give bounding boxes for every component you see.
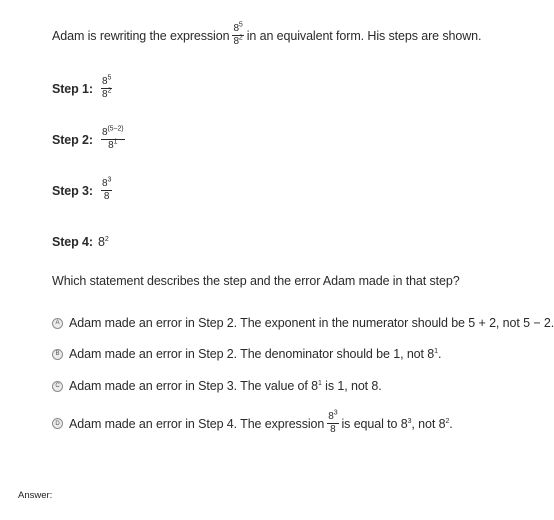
step-4-base: 8 <box>97 235 105 249</box>
step-2-fraction <box>101 125 125 151</box>
step-4 <box>52 235 109 249</box>
choice-d-frac-num-exp: 3 <box>333 409 338 417</box>
choice-d-text-mid2: , not 8 <box>411 416 446 431</box>
intro-before: Adam is rewriting the expression <box>52 28 230 43</box>
choice-c-radio[interactable]: C <box>52 381 63 392</box>
question-text <box>52 274 460 288</box>
choice-c-text-before: Adam made an error in Step 3. The value of 8 <box>69 379 318 393</box>
choice-c-exp: 1 <box>318 379 322 387</box>
step-2-den-exp: 1 <box>113 138 118 146</box>
choice-a-radio[interactable]: A <box>52 318 63 329</box>
answer-label: Answer: <box>18 490 53 501</box>
step-2-label: Step 2: <box>52 132 93 147</box>
step-3 <box>52 176 115 202</box>
intro-frac-num: 8 <box>233 23 239 34</box>
intro-frac-den-exp: 2 <box>238 34 243 42</box>
intro-after: in an equivalent form. His steps are shown. <box>246 28 482 43</box>
step-2-den: 8 <box>108 140 114 151</box>
step-1-num-exp: 5 <box>107 74 112 82</box>
choice-b-radio[interactable]: B <box>52 349 63 360</box>
choice-d-exp-mid: 3 <box>407 417 412 425</box>
step-1 <box>52 74 115 100</box>
intro-frac-num-exp: 5 <box>238 21 243 29</box>
step-1-num: 8 <box>101 76 108 87</box>
choice-b-text-after: . <box>437 347 442 361</box>
choice-c-text-after: is 1, not 8. <box>321 379 382 393</box>
step-3-num: 8 <box>101 178 108 189</box>
step-1-den-exp: 2 <box>107 87 112 95</box>
choice-d-exp-end: 2 <box>445 417 450 425</box>
step-3-label: Step 3: <box>52 183 93 198</box>
choice-a-text: Adam made an error in Step 2. The exponent in the numerator should be 5 + 2, not 5 − 2. <box>69 316 554 330</box>
choice-d-text-mid: is equal to 8 <box>341 416 408 431</box>
step-3-fraction <box>101 176 112 202</box>
choice-b-text-before: Adam made an error in Step 2. The denominator should be 1, not 8 <box>69 347 435 361</box>
step-3-num-exp: 3 <box>107 176 112 184</box>
choice-d-radio[interactable]: D <box>52 418 63 429</box>
step-2 <box>52 125 128 151</box>
intro-fraction <box>232 21 243 47</box>
choice-d[interactable] <box>52 409 453 435</box>
question-prompt: Which statement describes the step and the error Adam made in that step? <box>52 274 460 288</box>
choice-d-fraction <box>327 409 338 435</box>
choice-c[interactable] <box>52 379 382 393</box>
choice-a[interactable] <box>52 316 554 330</box>
step-1-den: 8 <box>101 89 108 100</box>
intro-frac-den: 8 <box>233 36 239 47</box>
choice-d-text-rest <box>342 417 453 431</box>
step-2-num-exp: (5−2) <box>107 125 124 133</box>
step-4-expression <box>98 235 109 249</box>
step-4-exp: 2 <box>104 235 109 243</box>
step-4-label: Step 4: <box>52 235 93 249</box>
choice-d-frac-den: 8 <box>330 424 336 435</box>
intro-text <box>52 21 482 47</box>
choice-b[interactable] <box>52 347 441 361</box>
step-1-label: Step 1: <box>52 81 93 96</box>
choice-b-exp: 1 <box>434 347 438 355</box>
choice-c-text <box>69 379 382 393</box>
step-2-num: 8 <box>101 127 108 138</box>
step-3-den: 8 <box>103 191 110 202</box>
step-1-fraction <box>101 74 112 100</box>
choice-b-text <box>69 347 441 361</box>
choice-d-frac-num: 8 <box>328 411 334 422</box>
choice-d-text-after: . <box>449 416 453 431</box>
choice-d-text-before: Adam made an error in Step 4. The expression <box>69 416 325 431</box>
